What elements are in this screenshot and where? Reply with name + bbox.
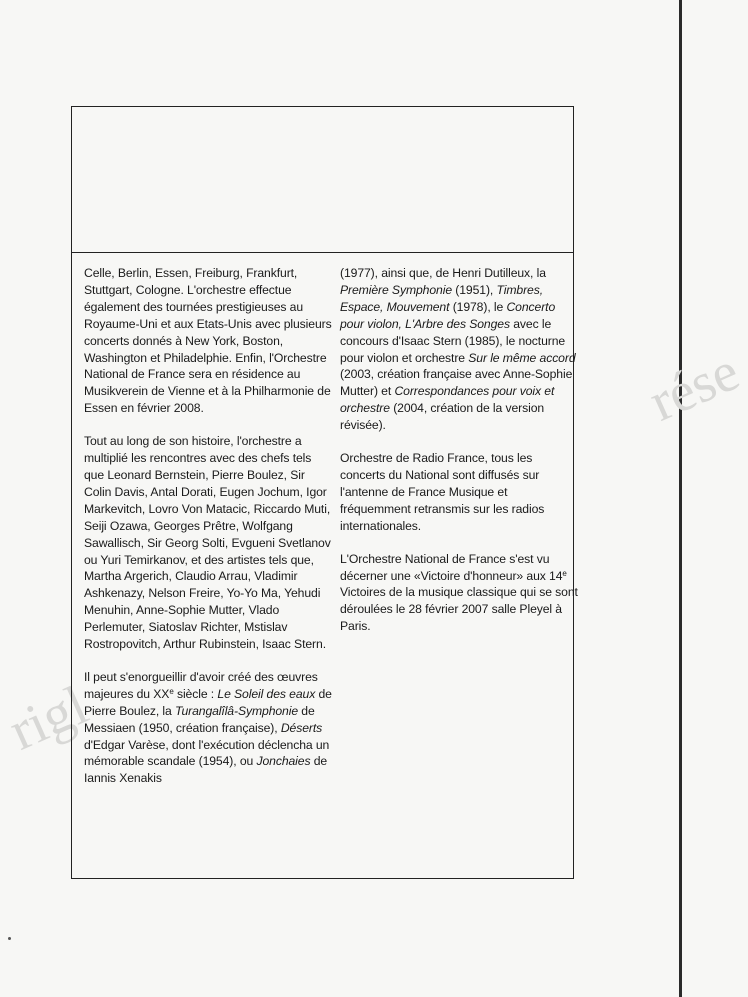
paragraph: Celle, Berlin, Essen, Freiburg, Frankfurt, Stuttgart, Cologne. L'orchestre effectue également des tournées prestigieuses au Royaume-Uni et aux Etats-Unis avec plusieurs concerts donnés à New York, Boston, Washington et Philadelphie. Enfin, l'Orchestre National de France sera en résidence au Musikverein de Vienne et à la Philharmonie de Essen en février 2008. (84, 266, 332, 416)
paragraph: Orchestre de Radio France, tous les concerts du National sont diffusés sur l'antenne de France Musique et fréquemment retransmis sur les radios internationales. (340, 451, 545, 533)
content-frame (71, 106, 578, 879)
page-edge (679, 0, 682, 997)
paragraph: Tout au long de son histoire, l'orchestre a multiplié les rencontres avec des chefs tels que Leonard Bernstein, Pierre Boulez, Sir Colin Davis, Antal Dorati, Eugen Jochum, Igor Markevitch, Lovro Von Matacic, Riccardo Muti, Seiji Ozawa, Georges Prêtre, Wolfgang Sawallisch, Sir Georg Solti, Evgueni Svetlanov ou Yuri Temirkanov, et des artistes tels que, Martha Argerich, Claudio Arrau, Vladimir Ashkenazy, Nelson Freire, Yo-Yo Ma, Yehudi Menuhin, Anne-Sophie Mutter, Vlado Perlemuter, Siatoslav Richter, Mstislav Rostropovitch, Arthur Rubinstein, Isaac Stern. (84, 434, 331, 652)
watermark-text: rése (640, 340, 748, 434)
right-column (340, 265, 580, 651)
watermark-text: rigl (0, 674, 97, 763)
speck (8, 937, 11, 940)
paragraph: L'Orchestre National de France s'est vu décerner une «Victoire d'honneur» aux 14e Victoires de la musique classique qui se sont déroulées le 28 février 2007 salle Pleyel à Paris. (340, 551, 578, 634)
paragraph: (1977), ainsi que, de Henri Dutilleux, la Première Symphonie (1951), Timbres, Espace, Mouvement (1978), le Concerto pour violon, L'Arbre des Songes avec le concours d'Isaac Stern (1985), le nocturne pour violon et orchestre Sur le même accord (2003, création française avec Anne-Sophie Mutter) et Correspondances pour voix et orchestre (2004, création de la version révisée). (340, 266, 576, 433)
left-column (84, 265, 332, 803)
paragraph: Il peut s'enorgueillir d'avoir créé des œuvres majeures du XXe siècle : Le Soleil des eaux de Pierre Boulez, la Turangalîlâ-Symphonie de Messiaen (1950, création française), Déserts d'Edgar Varèse, dont l'exécution déclencha un mémorable scandale (1954), ou Jonchaies de Iannis Xenakis (84, 669, 332, 786)
image-placeholder (72, 107, 573, 253)
